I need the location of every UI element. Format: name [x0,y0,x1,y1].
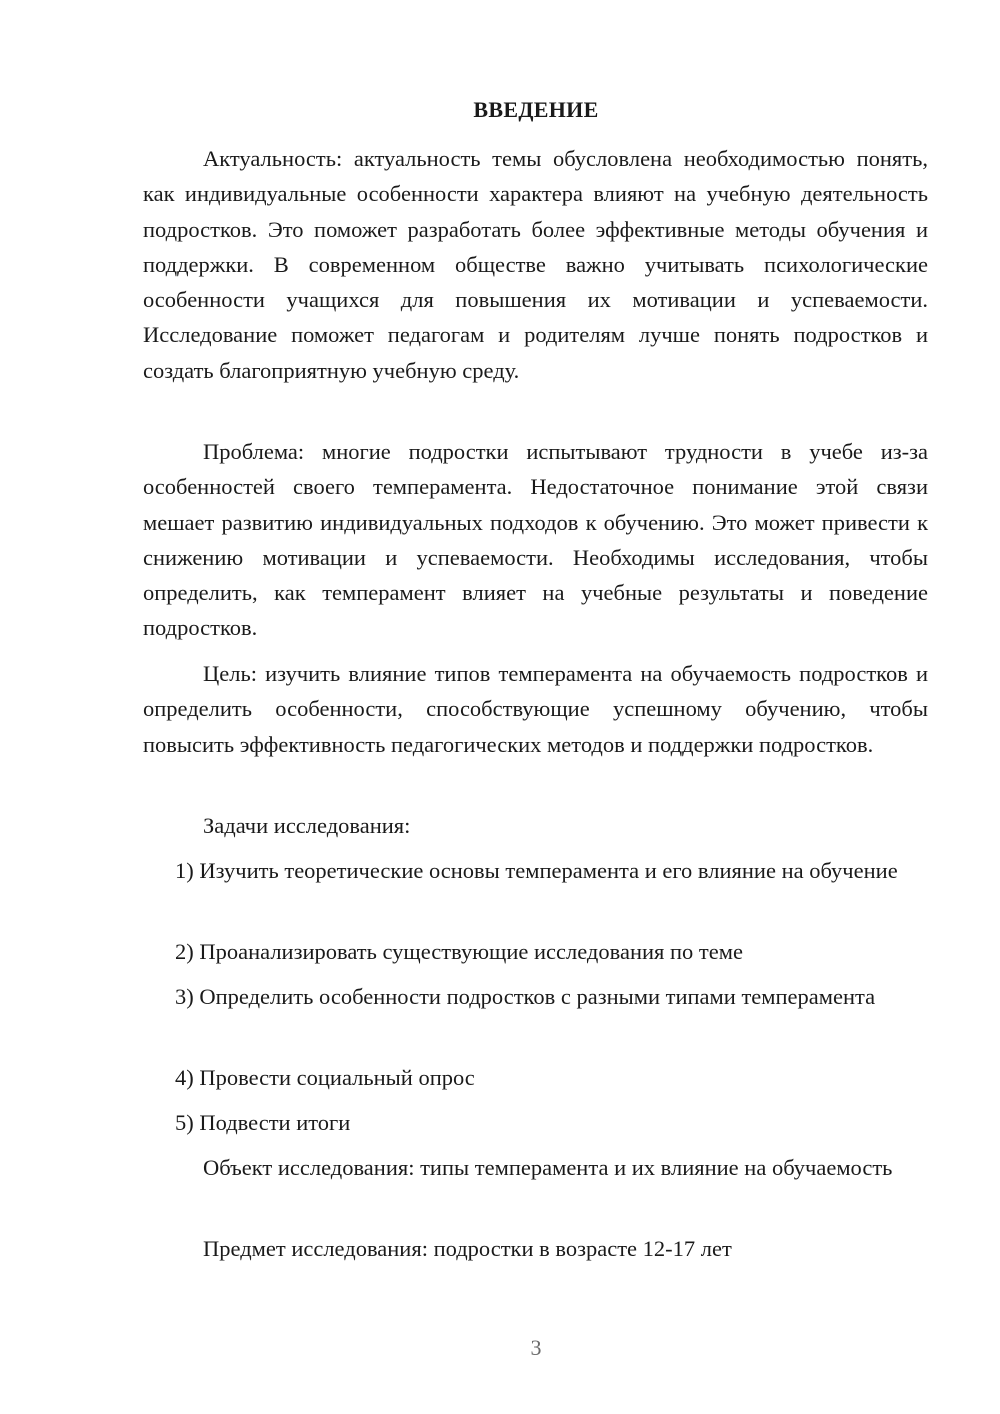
problem-paragraph: Проблема: многие подростки испытывают трудности в учебе из-за особенностей своего темперамента. Недостаточное понимание этой связи мешает развитию индивидуальных подходов к обучению. Это может привести к снижению мотивации и успеваемости. Необходимы исследования, чтобы определить, как темперамент влияет на учебные результаты и поведение подростков. [143,439,928,641]
goal-paragraph: Цель: изучить влияние типов темперамента на обучаемость подростков и определить особенности, способствующие успешному обучению, чтобы повысить эффективность педагогических методов и поддержки подростков. [143,661,928,757]
section-title: ВВЕДЕНИЕ [473,97,599,122]
task-item: 3) Определить особенности подростков с разными типами темперамента [175,984,876,1009]
subject-paragraph: Предмет исследования: подростки в возрасте 12-17 лет [203,1236,732,1261]
relevance-paragraph: Актуальность: актуальность темы обусловлена необходимостью понять, как индивидуальные особенности характера влияют на учебную деятельность подростков. Это поможет разработать более эффективные методы обучения и поддержки. В современном обществе важно учитывать психологические особенности учащихся для повышения их мотивации и успеваемости. Исследование поможет педагогам и родителям лучше понять подростков и создать благоприятную учебную среду. [143,146,928,383]
task-item: 4) Провести социальный опрос [175,1065,475,1090]
tasks-heading: Задачи исследования: [203,813,411,838]
object-paragraph: Объект исследования: типы темперамента и их влияние на обучаемость [203,1155,893,1180]
task-item: 5) Подвести итоги [175,1110,351,1135]
task-item: 1) Изучить теоретические основы темперамента и его влияние на обучение [175,858,898,883]
page-number: 3 [530,1335,542,1360]
task-item: 2) Проанализировать существующие исследования по теме [175,939,743,964]
